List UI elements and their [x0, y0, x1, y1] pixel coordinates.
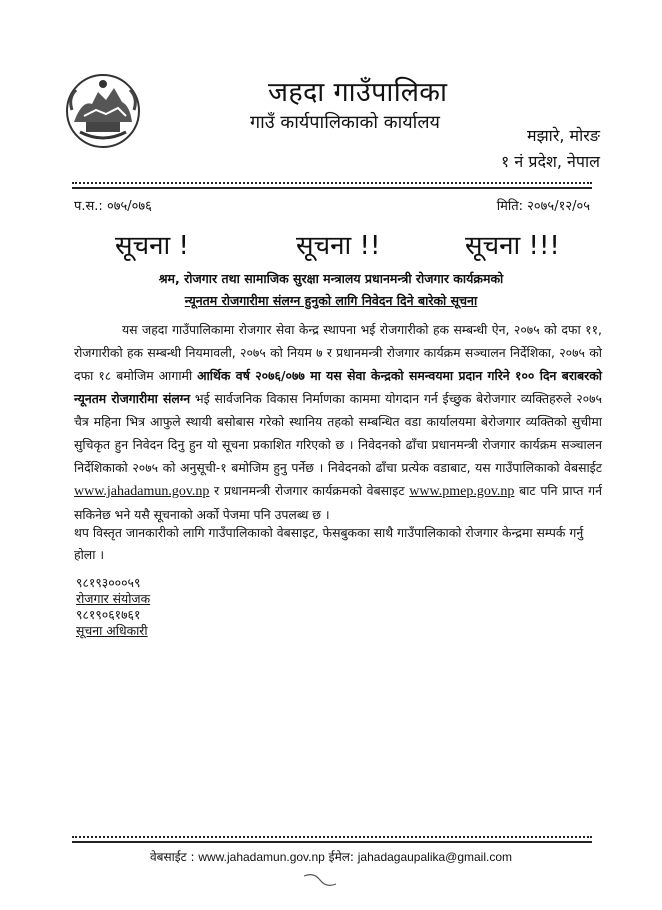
- footer-contact: [0, 848, 662, 865]
- website-label: वेबसाईट :: [149, 850, 199, 864]
- contact-paragraph: थप विस्तृत जानकारीको लागि गाउँपालिकाको वेबसाइट, फेसबुकका साथै गाउँपालिकाको रोजगार केन्द्रमा सम्पर्क गर्नु होला ।: [74, 525, 584, 562]
- ministry-heading: श्रम, रोजगार तथा सामाजिक सुरक्षा मन्त्रालय प्रधानमन्त्री रोजगार कार्यक्रमको: [158, 271, 504, 286]
- municipality-website-link[interactable]: www.jahadamun.gov.np: [74, 484, 210, 499]
- notice-label-1: सूचना !: [115, 231, 189, 261]
- pen-mark-icon: [300, 870, 340, 890]
- notice-banner: [0, 226, 662, 262]
- contact-role-1: रोजगार संयोजक: [76, 591, 151, 606]
- address-line-1: मझारे, मोरङ: [527, 126, 600, 145]
- phone-number-1: ९८१९३०००५९: [76, 575, 141, 590]
- paragraph-text-b: भई सार्वजनिक विकास निर्माणका काममा योगदान गर्न ईच्छुक बेरोजगार व्यक्तिहरुले २०७५ चैत्र महिना भित्र आफुले स्थायी बसोबास गरेको स्थानिय तहको सम्बन्धित वडा कार्यालयमा बेरोजगार व्यक्तिको सुचीमा सुचिकृत हुन निवेदन दिनु हुन यो सूचना प्रकाशित गरिएको छ । निवेदनको ढाँचा प्रधानमन्त्री रोजगार कार्यक्रम सञ्चालन निर्देशिकाको २०७५ को अनुसूची-१ बमोजिम हुनु पर्नेछ । निवेदनको ढाँचा प्रत्येक वडाबाट, यस गाउँपालिकाको वेबसाईट: [74, 391, 602, 475]
- footer-email-link[interactable]: jahadagaupalika@gmail.com: [357, 850, 513, 864]
- contact-role-2: सूचना अधिकारी: [76, 623, 148, 638]
- document-date: मिति: २०७५/१२/०५: [496, 199, 590, 214]
- paragraph-text-c: र प्रधानमन्त्री रोजगार कार्यक्रमको वेबसाइट: [209, 483, 410, 498]
- notice-subject-text: न्यूनतम रोजगारीमा संलग्न हुनुको लागि निवेदन दिने बारेको सूचना: [184, 293, 478, 308]
- footer-website-link[interactable]: www.jahadamun.gov.np: [198, 850, 325, 864]
- paragraph-text-bold: आर्थिक वर्ष २०७६/०७७ मा यस सेवा केन्द्रको समन्वयमा प्रदान गरिने १०० दिन बराबरको न्यूनतम रोजगारीमा संलग्न: [74, 368, 602, 406]
- notice-label-2: सूचना !!: [296, 231, 381, 261]
- organization-subtitle: गाउँ कार्यपालिकाको कार्यालय: [250, 112, 440, 133]
- address-line-2: १ नं प्रदेश, नेपाल: [501, 152, 600, 171]
- organization-name: जहदा गाउँपालिका: [268, 77, 448, 108]
- header-divider-solid: [72, 187, 592, 189]
- paragraph-text-a: यस जहदा गाउँपालिकामा रोजगार सेवा केन्द्र स्थापना भई रोजगारीको हक सम्बन्धी ऐन, २०७५ को दफा ११, रोजगारीको हक सम्बन्धी नियमावली, २०७५ को नियम ७ र प्रधानमन्त्री रोजगार कार्यक्रम सञ्चालन निर्देशिका, २०७५ को दफा १८ बमोजिम आगामी: [74, 322, 602, 383]
- phone-number-2: ९८१९०६१७६१: [76, 607, 141, 622]
- notice-subject: [0, 292, 662, 309]
- notice-label-3: सूचना !!!: [465, 231, 560, 261]
- pmep-website-link[interactable]: www.pmep.gov.np: [409, 484, 515, 499]
- main-paragraph: [74, 318, 602, 526]
- paragraph-text-d: बाट पनि प्राप्त गर्न सकिनेछ भने यसै सूचनाको अर्को पेजमा पनि उपलब्ध छ ।: [74, 483, 602, 522]
- email-label: ईमेल:: [324, 850, 358, 864]
- footer-divider-solid: [72, 841, 592, 843]
- header-divider-dotted: [72, 182, 592, 184]
- government-emblem-icon: [62, 70, 144, 152]
- reference-number: प.स.: ०७५/०७६: [74, 199, 152, 214]
- footer-divider-dotted: [72, 836, 592, 838]
